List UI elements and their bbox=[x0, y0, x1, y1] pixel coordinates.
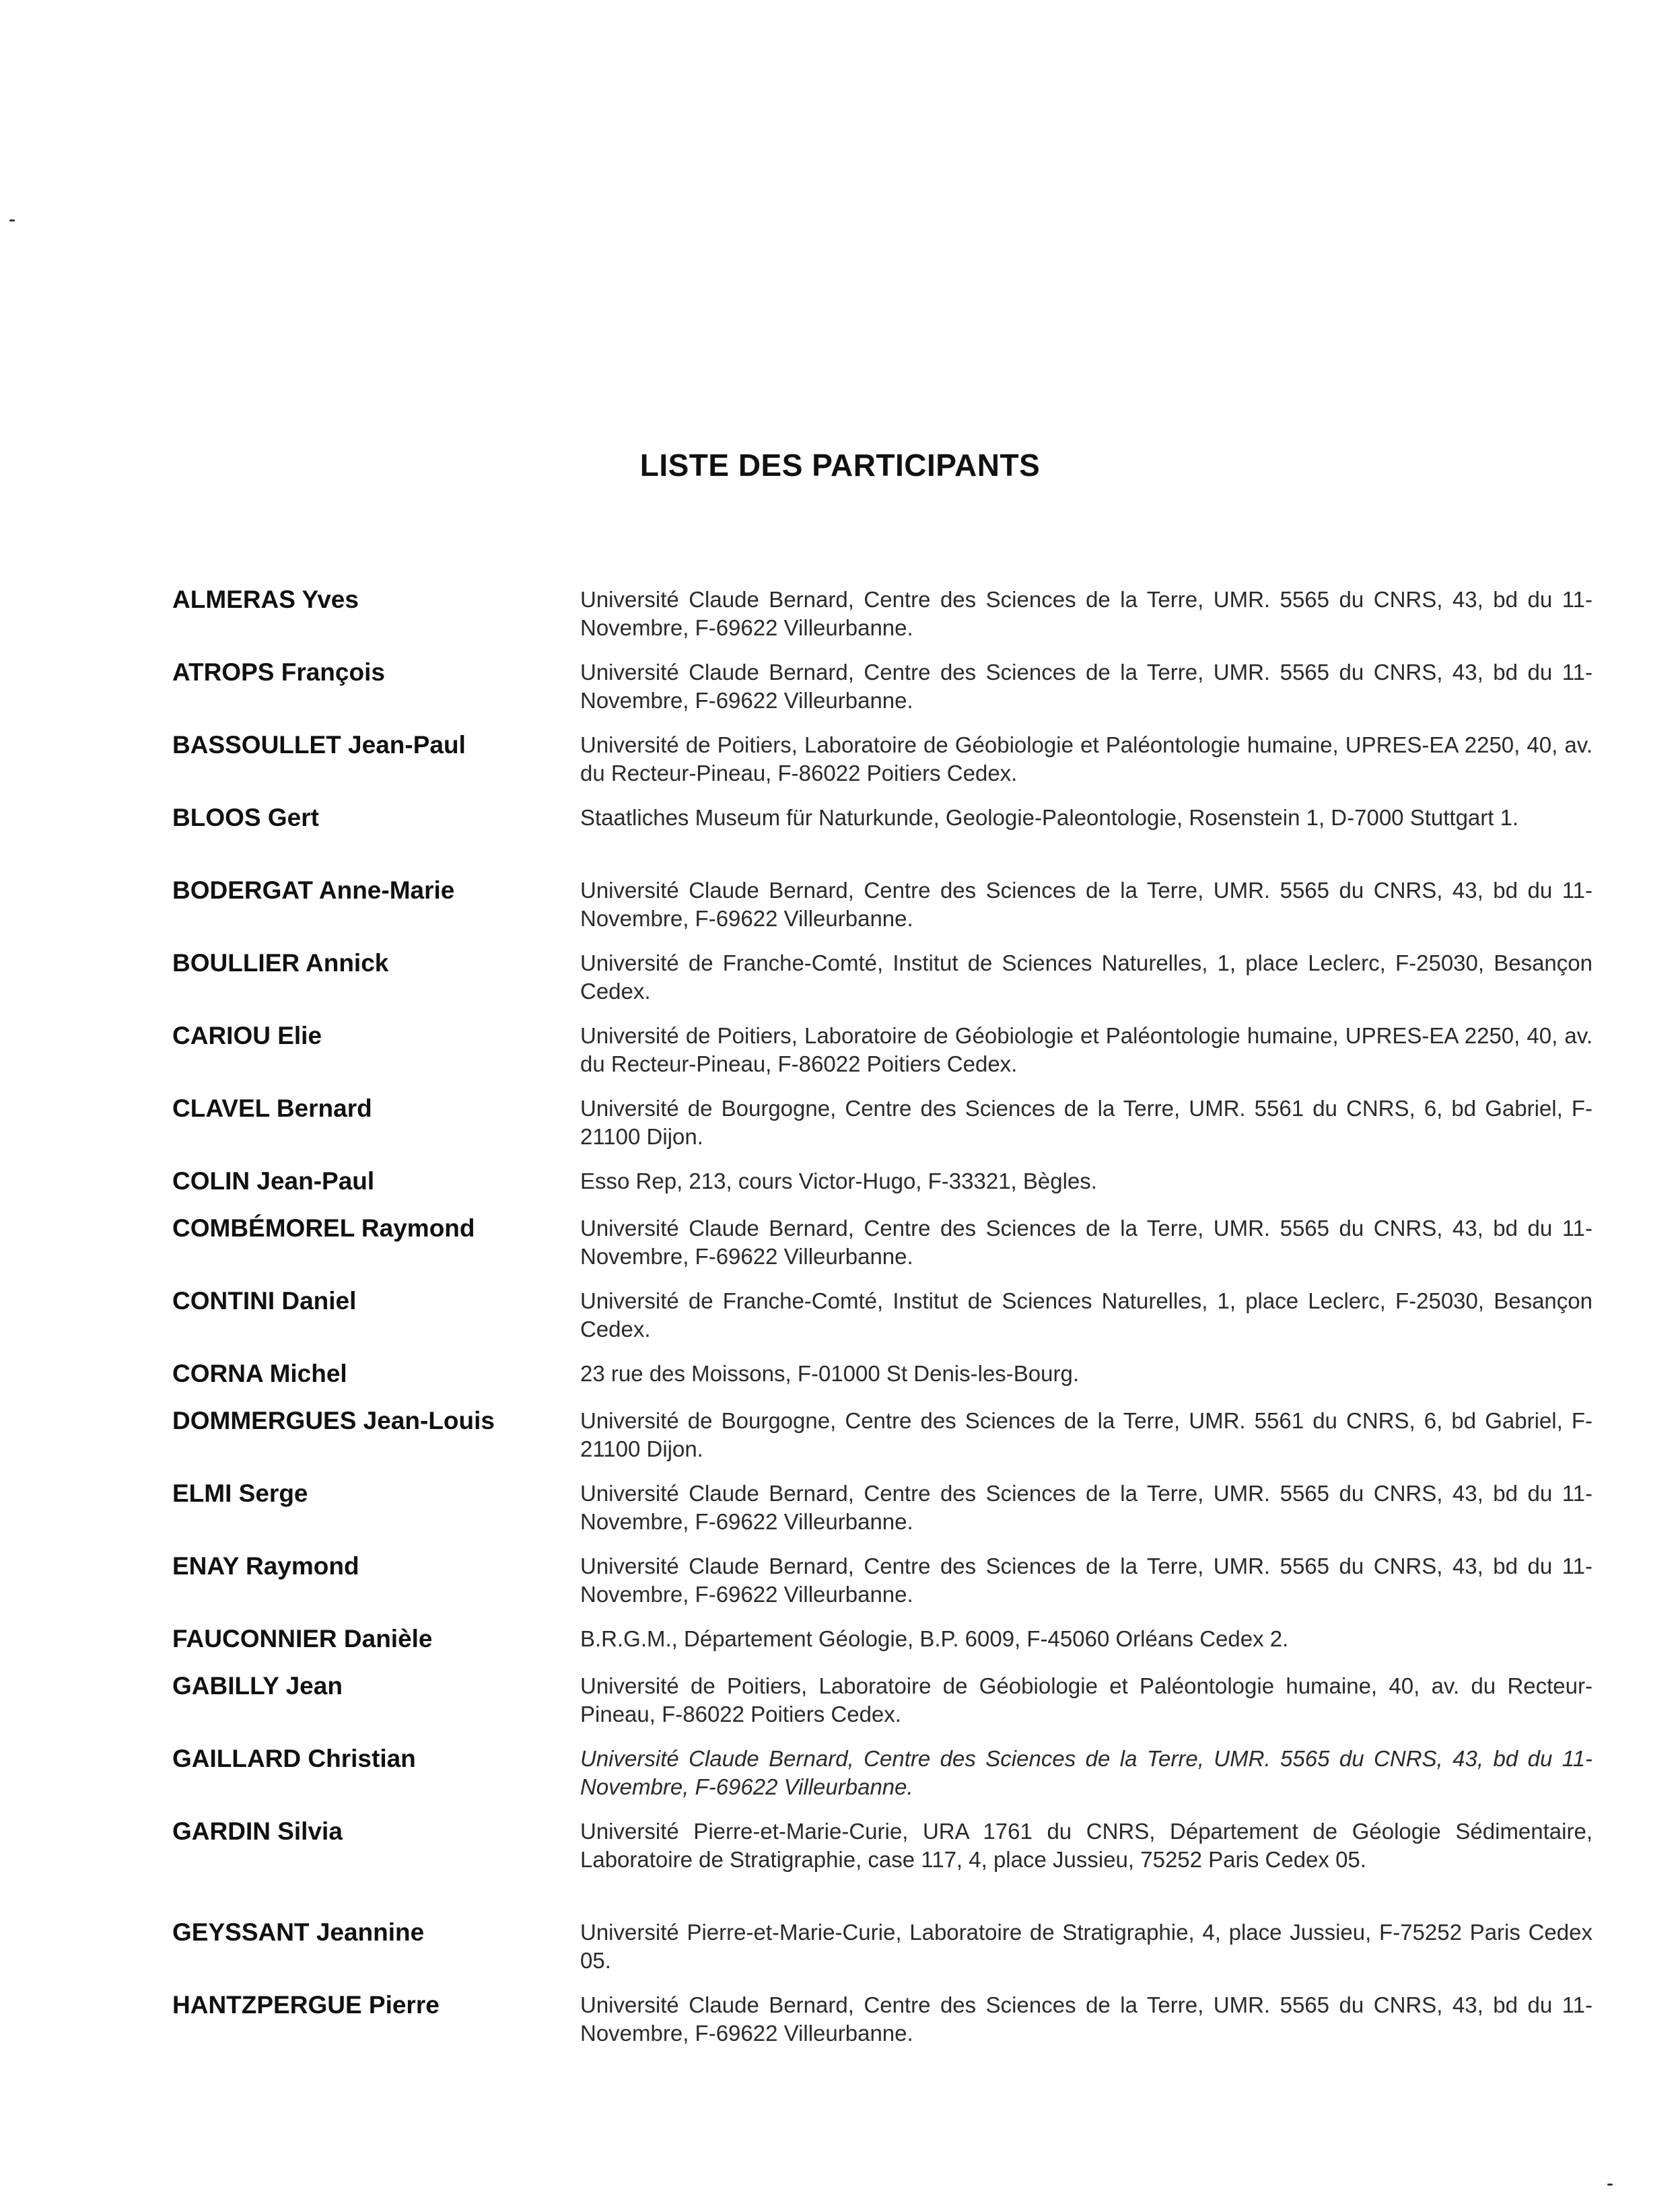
participant-address: Université de Bourgogne, Centre des Sciences de la Terre, UMR. 5561 du CNRS, 6, bd Gabriel, F-21100 Dijon. bbox=[580, 1408, 1593, 1461]
participant-name: HANTZPERGUE Pierre bbox=[172, 1991, 440, 2019]
participant-address: Université Pierre-et-Marie-Curie, Laboratoire de Stratigraphie, 4, place Jussieu, F-75252 Paris Cedex 05. bbox=[580, 1920, 1593, 1973]
participant-name: CLAVEL Bernard bbox=[172, 1094, 372, 1122]
page-title: LISTE DES PARTICIPANTS bbox=[639, 448, 1041, 483]
participant-entry bbox=[172, 1991, 1593, 2048]
participant-name: GABILLY Jean bbox=[172, 1672, 343, 1700]
participant-address: Université Claude Bernard, Centre des Sciences de la Terre, UMR. 5565 du CNRS, 43, bd du 11-Novembre, F-69622 Villeurbanne. bbox=[580, 587, 1593, 640]
participant-entry bbox=[172, 1625, 1593, 1653]
participant-address: Esso Rep, 213, cours Victor-Hugo, F-33321, Bègles. bbox=[580, 1169, 1097, 1193]
participant-name: CARIOU Elie bbox=[172, 1022, 322, 1049]
participant-address: Université de Poitiers, Laboratoire de Géobiologie et Paléontologie humaine, UPRES-EA 2250, 40, av. du Recteur-Pineau, F-86022 Poitiers Cedex. bbox=[580, 1023, 1593, 1076]
participant-entry bbox=[172, 1672, 1593, 1729]
participant-entry bbox=[172, 1480, 1593, 1536]
participant-entry bbox=[172, 1287, 1593, 1344]
participant-entry bbox=[172, 1552, 1593, 1609]
participant-address: 23 rue des Moissons, F-01000 St Denis-les-Bourg. bbox=[580, 1361, 1080, 1386]
participant-name: ATROPS François bbox=[172, 658, 385, 686]
participant-entry bbox=[172, 1360, 1593, 1388]
participant-entry bbox=[172, 1214, 1593, 1271]
participant-entry bbox=[172, 1745, 1593, 1801]
participant-name: FAUCONNIER Danièle bbox=[172, 1625, 433, 1652]
participant-name: ALMERAS Yves bbox=[172, 586, 359, 613]
participant-address: Université Claude Bernard, Centre des Sciences de la Terre, UMR. 5565 du CNRS, 43, bd du 11-Novembre, F-69622 Villeurbanne. bbox=[580, 1481, 1593, 1534]
participant-name: ELMI Serge bbox=[172, 1480, 308, 1507]
participant-name: DOMMERGUES Jean-Louis bbox=[172, 1407, 495, 1434]
participant-name: GEYSSANT Jeannine bbox=[172, 1918, 425, 1946]
participant-name: BODERGAT Anne-Marie bbox=[172, 876, 455, 904]
participant-address: Staatliches Museum für Naturkunde, Geologie-Paleontologie, Rosenstein 1, D-7000 Stuttgart 1. bbox=[580, 805, 1519, 830]
participant-address: Université Pierre-et-Marie-Curie, URA 1761 du CNRS, Département de Géologie Sédimentaire, Laboratoire de Stratigraphie, case 117, 4, place Jussieu, 75252 Paris Cedex 05. bbox=[580, 1819, 1593, 1872]
participant-entry bbox=[172, 1817, 1593, 1874]
participant-address: Université Claude Bernard, Centre des Sciences de la Terre, UMR. 5565 du CNRS, 43, bd du 11-Novembre, F-69622 Villeurbanne. bbox=[580, 660, 1593, 713]
participant-address: Université Claude Bernard, Centre des Sciences de la Terre, UMR. 5565 du CNRS, 43, bd du 11-Novembre, F-69622 Villeurbanne. bbox=[580, 1554, 1593, 1607]
participant-address: Université Claude Bernard, Centre des Sciences de la Terre, UMR. 5565 du CNRS, 43, bd du 11-Novembre, F-69622 Villeurbanne. bbox=[580, 1216, 1593, 1269]
participant-entry bbox=[172, 1167, 1593, 1195]
participant-entry bbox=[172, 1918, 1593, 1975]
participant-address: Université de Poitiers, Laboratoire de Géobiologie et Paléontologie humaine, 40, av. du Recteur-Pineau, F-86022 Poitiers Cedex. bbox=[580, 1673, 1593, 1727]
participant-name: GARDIN Silvia bbox=[172, 1817, 343, 1845]
participant-address: Université de Franche-Comté, Institut de Sciences Naturelles, 1, place Leclerc, F-25030, Besançon Cedex. bbox=[580, 1288, 1593, 1342]
participant-name: ENAY Raymond bbox=[172, 1552, 359, 1580]
participant-name: BASSOULLET Jean-Paul bbox=[172, 731, 466, 759]
scan-speck bbox=[1607, 2184, 1613, 2186]
participant-entry bbox=[172, 586, 1593, 642]
participant-name: COLIN Jean-Paul bbox=[172, 1167, 375, 1195]
participant-address: Université de Bourgogne, Centre des Sciences de la Terre, UMR. 5561 du CNRS, 6, bd Gabriel, F-21100 Dijon. bbox=[580, 1096, 1593, 1149]
scan-speck bbox=[9, 219, 15, 221]
participant-address: Université de Franche-Comté, Institut de Sciences Naturelles, 1, place Leclerc, F-25030, Besançon Cedex. bbox=[580, 950, 1593, 1004]
participant-entry bbox=[172, 804, 1593, 832]
participant-entry bbox=[172, 949, 1593, 1006]
participant-entry bbox=[172, 1094, 1593, 1151]
participant-name: CONTINI Daniel bbox=[172, 1287, 357, 1315]
participant-name: BLOOS Gert bbox=[172, 804, 319, 831]
participant-entry bbox=[172, 876, 1593, 933]
participant-name: COMBÉMOREL Raymond bbox=[172, 1214, 475, 1242]
participant-entry bbox=[172, 1022, 1593, 1078]
participant-address: Université Claude Bernard, Centre des Sciences de la Terre, UMR. 5565 du CNRS, 43, bd du 11-Novembre, F-69622 Villeurbanne. bbox=[580, 1746, 1593, 1799]
participant-name: CORNA Michel bbox=[172, 1360, 347, 1387]
participant-address: B.R.G.M., Département Géologie, B.P. 6009, F-45060 Orléans Cedex 2. bbox=[580, 1626, 1289, 1651]
participant-address: Université de Poitiers, Laboratoire de Géobiologie et Paléontologie humaine, UPRES-EA 2250, 40, av. du Recteur-Pineau, F-86022 Poitiers Cedex. bbox=[580, 732, 1593, 786]
participant-name: BOULLIER Annick bbox=[172, 949, 389, 977]
participant-address: Université Claude Bernard, Centre des Sciences de la Terre, UMR. 5565 du CNRS, 43, bd du 11-Novembre, F-69622 Villeurbanne. bbox=[580, 878, 1593, 931]
participant-name: GAILLARD Christian bbox=[172, 1745, 416, 1772]
participant-entry bbox=[172, 1407, 1593, 1463]
participant-entry bbox=[172, 658, 1593, 715]
participant-address: Université Claude Bernard, Centre des Sciences de la Terre, UMR. 5565 du CNRS, 43, bd du 11-Novembre, F-69622 Villeurbanne. bbox=[580, 1992, 1593, 2046]
participant-entry bbox=[172, 731, 1593, 788]
